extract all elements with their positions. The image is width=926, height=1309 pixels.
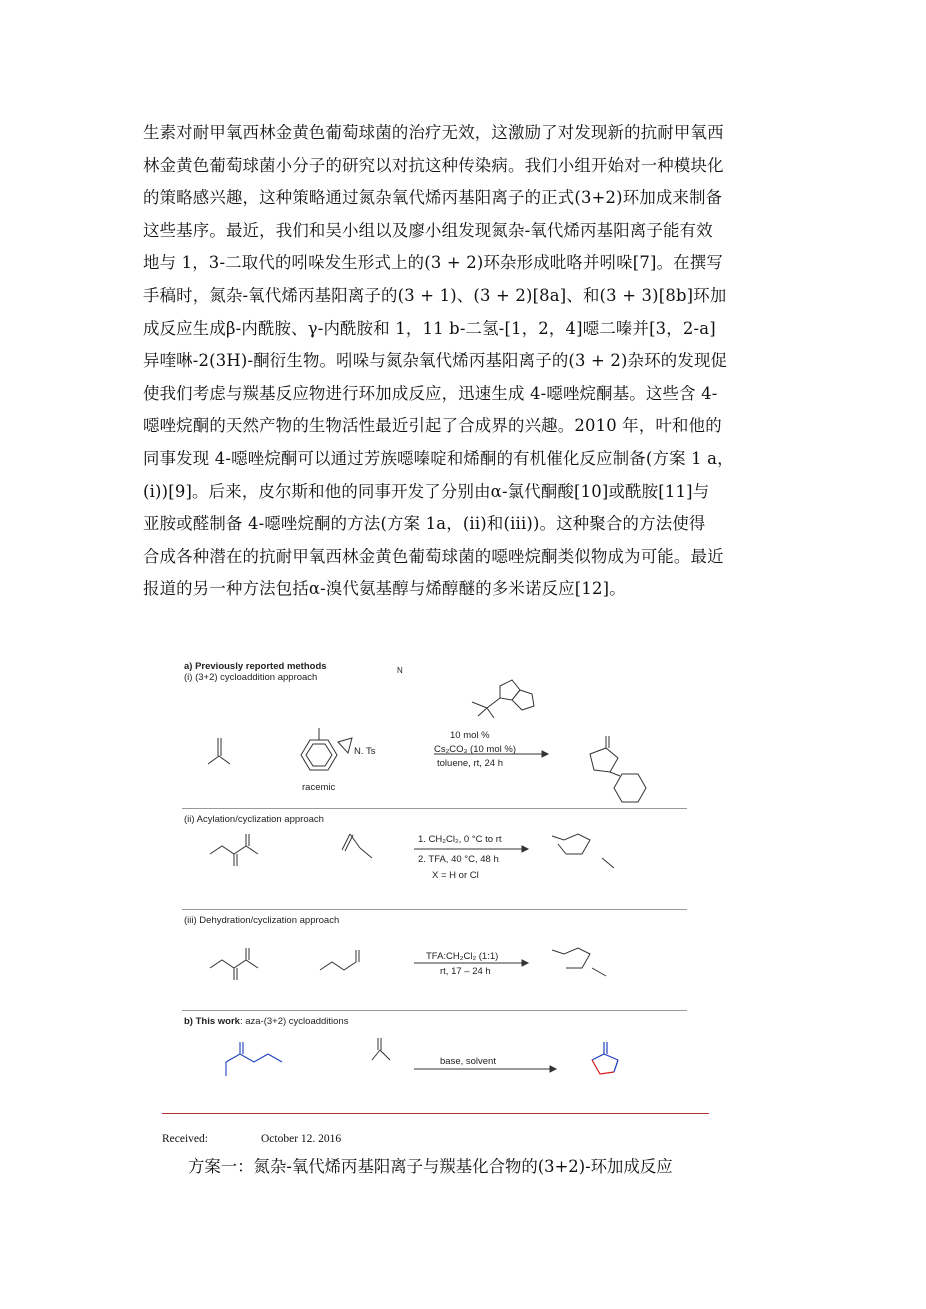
scheme-subtitle-i: (i) (3+2) cycloaddition approach (184, 672, 318, 683)
body-line: 使我们考虑与羰基反应物进行环加成反应，迅速生成 4-噁唑烷酮基。这些含 4- (143, 383, 718, 403)
racemic-label: racemic (302, 782, 336, 793)
body-line: 手稿时，氮杂-氧代烯丙基阳离子的(3 + 1)、(3 + 2)[8a]、和(3 + 3)[8b]环加 (143, 285, 727, 305)
body-line: 噁唑烷酮的天然产物的生物活性最近引起了合成界的兴趣。2010 年，叶和他的 (143, 416, 722, 436)
catalyst-label-n: N (397, 666, 403, 675)
body-line: 报道的另一种方法包括α-溴代氨基醇与烯醇醚的多米诺反应[12]。 (143, 579, 626, 599)
cond-i-1: 10 mol % (450, 730, 490, 741)
cond-i-3: toluene, rt, 24 h (437, 758, 504, 769)
body-line: 成反应生成β-内酰胺、γ-内酰胺和 1，11 b-二氢-[1，2，4]噁二嗪并[3，2-a] (143, 318, 716, 338)
body-line: 的策略感兴趣，这种策略通过氮杂氧代烯丙基阳离子的正式(3+2)环加成来制备 (143, 188, 723, 208)
body-line: 异喹啉-2(3H)-酮衍生物。吲哚与氮杂氧代烯丙基阳离子的(3 + 2)杂环的发现促 (143, 351, 728, 371)
scheme-subtitle-ii: (ii) Acylation/cyclization approach (184, 814, 324, 825)
cond-b: base, solvent (440, 1056, 496, 1067)
body-line: 地与 1，3-二取代的吲哚发生形式上的(3 + 2)环杂形成吡咯并吲哚[7]。在撰写 (143, 253, 723, 273)
scheme-subtitle-iii: (iii) Dehydration/cyclization approach (184, 915, 340, 926)
cond-ii-2: 2. TFA, 40 °C, 48 h (418, 854, 499, 865)
body-line: 同事发现 4-噁唑烷酮可以通过芳族噁嗪啶和烯酮的有机催化反应制备(方案 1 a， (143, 448, 734, 468)
body-line: 生素对耐甲氧西林金黄色葡萄球菌的治疗无效，这激励了对发现新的抗耐甲氧西 (143, 123, 724, 142)
cond-i-2: Cs₂CO₃ (10 mol %) (434, 744, 516, 755)
scheme-divider (182, 909, 687, 910)
body-paragraph (143, 117, 795, 606)
reaction-scheme-figure (182, 658, 687, 1098)
scheme-title-b-rest: : aza-(3+2) cycloadditions (239, 1016, 349, 1027)
received-label: Received: (162, 1133, 208, 1145)
scheme-title-a: a) Previously reported methods (184, 661, 327, 672)
scheme-divider (182, 1010, 687, 1011)
ts-label: N. Ts (354, 746, 376, 757)
cond-iii-1: TFA:CH₂Cl₂ (1:1) (426, 951, 499, 962)
body-line: 这些基序。最近，我们和吴小组以及廖小组发现氮杂-氧代烯丙基阳离子能有效 (143, 220, 713, 240)
body-line: 林金黄色葡萄球菌小分子的研究以对抗这种传染病。我们小组开始对一种模块化 (143, 155, 724, 175)
body-line: 合成各种潜在的抗耐甲氧西林金黄色葡萄球菌的噁唑烷酮类似物成为可能。最近 (143, 546, 724, 566)
scheme-title-b-bold: b) This work (184, 1016, 240, 1027)
scheme-divider (182, 808, 687, 809)
cond-ii-1: 1. CH₂Cl₂, 0 °C to rt (418, 834, 502, 845)
body-line: 亚胺或醛制备 4-噁唑烷酮的方法(方案 1a，(ii)和(iii))。这种聚合的方法使得 (143, 514, 706, 534)
received-date: October 12. 2016 (261, 1133, 342, 1145)
body-line: (i))[9]。后来，皮尔斯和他的同事开发了分别由α-氯代酮酸[10]或酰胺[11]与 (143, 481, 710, 501)
scheme-title-b (184, 1016, 348, 1027)
cond-ii-3: X = H or Cl (432, 870, 479, 881)
scheme-caption: 方案一：氮杂-氧代烯丙基阳离子与羰基化合物的(3+2)-环加成反应 (188, 1157, 673, 1176)
received-rule (162, 1113, 709, 1114)
cond-iii-2: rt, 17 – 24 h (440, 966, 491, 977)
